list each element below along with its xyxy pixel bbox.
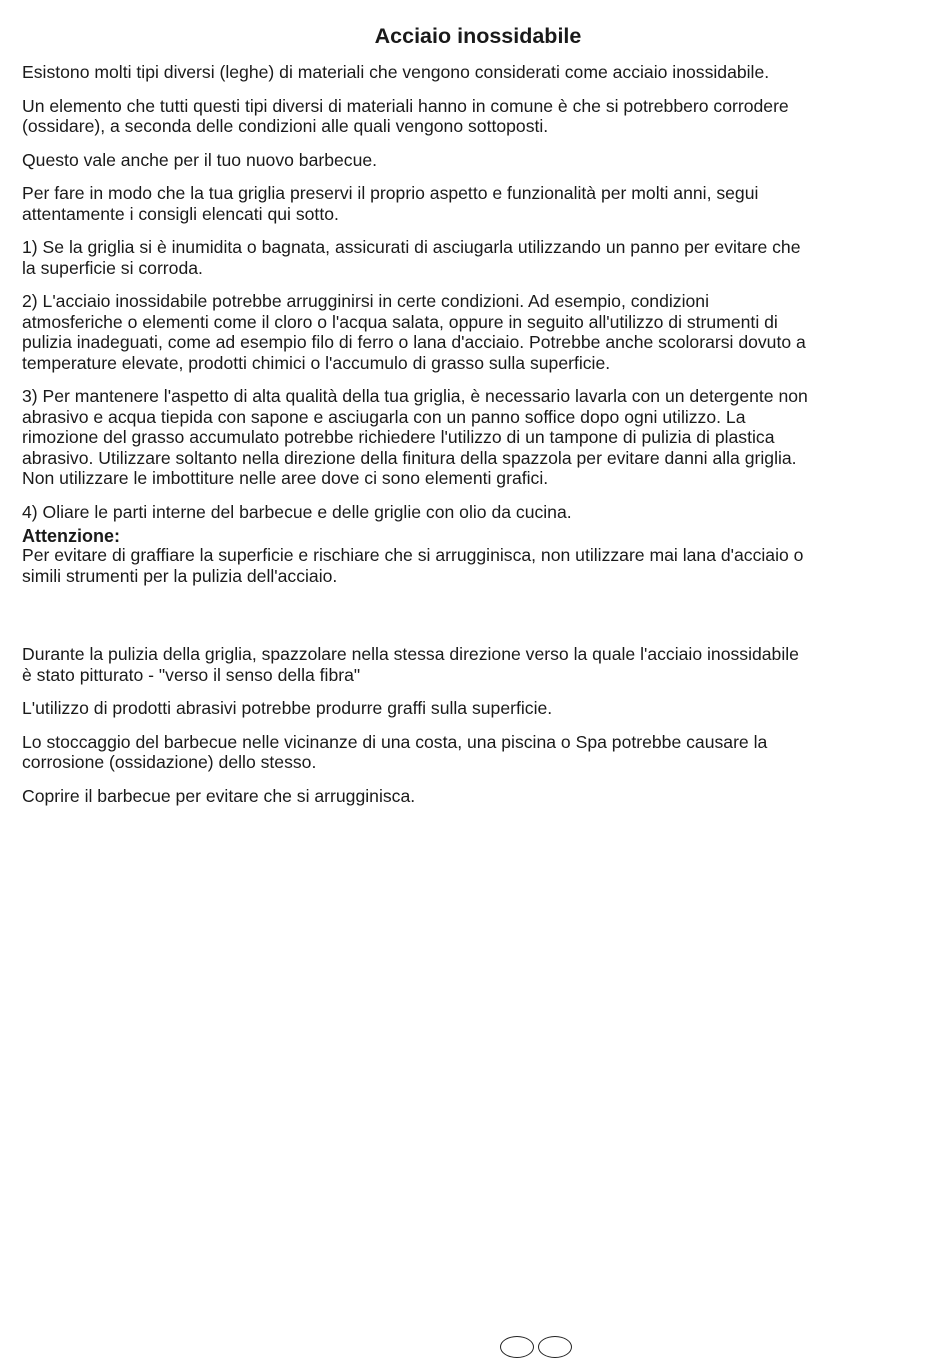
tip-storage: Lo stoccaggio del barbecue nelle vicinanze di una costa, una piscina o Spa potrebbe causare la corrosione (ossidazione) dello stesso. [22, 731, 768, 772]
tip-brush-direction: Durante la pulizia della griglia, spazzolare nella stessa direzione verso la quale l'acciaio inossidabile è stato pitturato - "verso il senso della fibra" [22, 644, 799, 685]
footer-oval-right [538, 1336, 572, 1358]
warning-text: Per evitare di graffiare la superficie e rischiare che si arrugginisca, non utilizzare mai lana d'acciaio o simili strumenti per la pulizia dell'acciaio. [22, 545, 804, 586]
paragraph-step-3: 3) Per mantenere l'aspetto di alta qualità della tua griglia, è necessario lavarla con un detergente non abrasivo e acqua tiepida con sapone e asciugarla con un panno soffice dopo ogni utilizzo. La rimozione del grasso accumulato potrebbe richiedere l'utilizzo di un tampone di pulizia di plastica abrasivo. Utilizzare soltanto nella direzione della finitura della spazzola per evitare danni alla griglia. Non utilizzare le imbottiture nelle aree dove ci sono elementi grafici. [22, 386, 808, 488]
document-page [22, 22, 934, 819]
paragraph-step-2: 2) L'acciaio inossidabile potrebbe arrugginirsi in certe condizioni. Ad esempio, condizioni atmosferiche o elementi come il cloro o l'acqua salata, oppure in seguito all'utilizzo di strumenti di pulizia inadeguati, come ad esempio filo di ferro o lana d'acciaio. Potrebbe anche scolorarsi dovuto a temperature elevate, prodotti chimici o l'accumulo di grasso sulla superficie. [22, 291, 806, 373]
paragraph-step-4: 4) Oliare le parti interne del barbecue e delle griglie con olio da cucina. [22, 501, 572, 522]
paragraph-barbecue: Questo vale anche per il tuo nuovo barbecue. [22, 149, 378, 170]
page-footer-marks [500, 1336, 572, 1358]
footer-oval-left [500, 1336, 534, 1358]
paragraph-preserve: Per fare in modo che la tua griglia preservi il proprio aspetto e funzionalità per molti anni, segui attentamente i consigli elencati qui sotto. [22, 183, 759, 224]
warning-heading: Attenzione: [22, 526, 120, 546]
page-title: Acciaio inossidabile [374, 24, 582, 48]
paragraph-step-1: 1) Se la griglia si è inumidita o bagnata, assicurati di asciugarla utilizzando un panno per evitare che la superficie si corroda. [22, 237, 801, 278]
paragraph-common-element: Un elemento che tutti questi tipi diversi di materiali hanno in comune è che si potrebbero corrodere (ossidare), a seconda delle condizioni alle quali vengono sottoposti. [22, 95, 789, 136]
section-spacer [22, 586, 934, 644]
tip-cover: Coprire il barbecue per evitare che si arrugginisca. [22, 785, 416, 806]
tip-abrasive: L'utilizzo di prodotti abrasivi potrebbe produrre graffi sulla superficie. [22, 698, 553, 718]
paragraph-intro: Esistono molti tipi diversi (leghe) di materiali che vengono considerati come acciaio inossidabile. [22, 62, 770, 82]
